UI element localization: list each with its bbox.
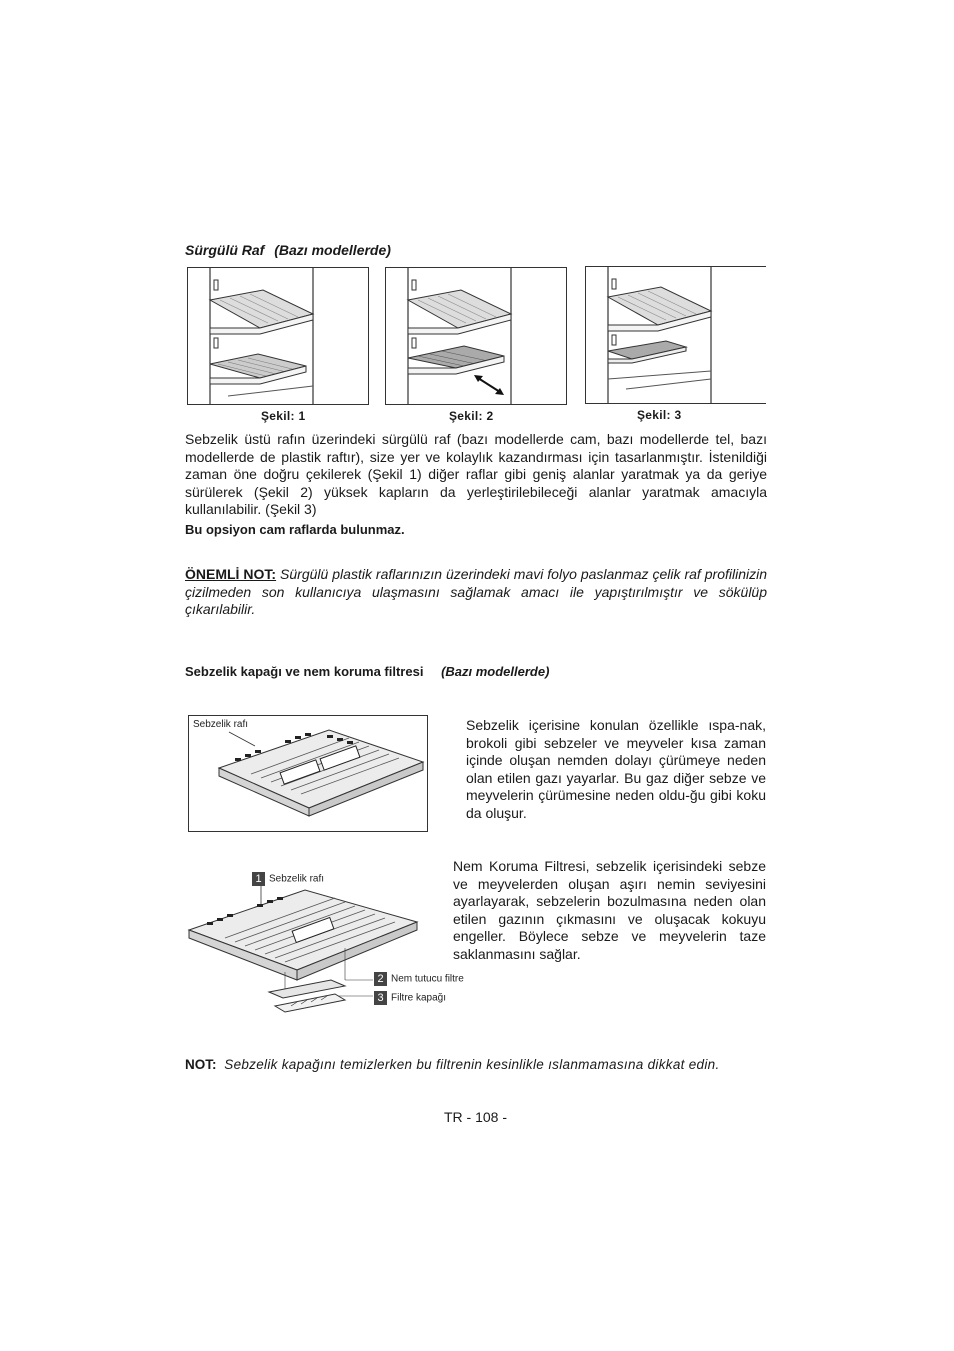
label-text-2: Nem tutucu filtre (391, 973, 464, 985)
label-text-3: Filtre kapağı (391, 992, 447, 1004)
figure-2-illustration (385, 267, 567, 405)
figure-1-caption: Şekil: 1 (261, 409, 306, 423)
section-2-subtitle: (Bazı modellerde) (441, 664, 550, 679)
section-title (185, 242, 391, 258)
label-number-1: 1 (252, 872, 265, 886)
section-title-text: Sürgülü Raf (185, 242, 265, 258)
cleaning-note-label: NOT: (185, 1057, 217, 1072)
section-2-title-text: Sebzelik kapağı ve nem koruma filtresi (185, 664, 424, 679)
important-note-text: Sürgülü plastik raflarınızın üzerindeki mavi folyo paslanmaz çelik raf profilinizin çizilmeden son kullanıcıya ulaşmasını sağlamak amacı ile yapıştırılmıştır ve sökülüp çıkarılabilir. (185, 566, 768, 617)
sliding-shelf-description: Sebzelik üstü rafın üzerindeki sürgülü raf (bazı modellerde cam, bazı modellerde tel, bazı modellerde de plastik raftır), size yer ve kolaylık kazandırması için tasarlanmıştır. İstenildiği zaman öne doğru çekilerek (Şekil 1) diğer raflar gibi geniş alanlar yaratmak ya da geriye sürülerek (Şekil 2) yüksek kapların da yerleştirilebileceği alanlar yaratmak amacıyla kullanılabilir. (Şekil 3) (185, 431, 767, 517)
section-2-title (185, 664, 549, 679)
cleaning-note (185, 1057, 767, 1072)
label-text-1: Sebzelik rafı (269, 873, 325, 885)
figure-1-illustration (187, 267, 369, 405)
crisper-cover-figure (188, 715, 428, 832)
crisper-cover-label: Sebzelik rafı (193, 719, 249, 730)
section-subtitle: (Bazı modellerde) (274, 242, 391, 258)
filter-label-1 (252, 872, 324, 886)
important-note-label: ÖNEMLİ NOT: (185, 566, 277, 582)
label-number-3: 3 (374, 991, 387, 1005)
figure-2-caption: Şekil: 2 (449, 409, 494, 423)
label-number-2: 2 (374, 972, 387, 986)
filter-label-3 (374, 991, 446, 1005)
important-note (185, 566, 767, 619)
ethylene-gas-description: Sebzelik içerisine konulan özellikle ıspa-nak, brokoli gibi sebzeler ve meyveler kısa zaman içinde oluşan nemden dolayı çürümeye neden olan etilen gazı yayarlar. Bu gaz diğer sebze ve meyvelerin çürümesine neden oldu-ğu gibi koku da oluşur. (466, 717, 766, 821)
figure-3-illustration (585, 266, 766, 404)
figure-3-caption: Şekil: 3 (637, 408, 682, 422)
page-number: TR - 108 - (444, 1109, 508, 1125)
humidity-filter-description: Nem Koruma Filtresi, sebzelik içerisindeki sebze ve meyvelerden oluşan aşırı nemin seviyesini ayarlayarak, sebzelerin bozulmasına neden olan etilen gazının çıkmasını ve oluşacak kokuyu engeller. Böylece sebze ve meyvelerin taze saklanmasını sağlar. (453, 858, 766, 962)
glass-shelf-note: Bu opsiyon cam raflarda bulunmaz. (185, 522, 405, 537)
filter-label-2 (374, 972, 464, 986)
cleaning-note-text: Sebzelik kapağını temizlerken bu filtrenin kesinlikle ıslanmamasına dikkat edin. (224, 1057, 720, 1072)
